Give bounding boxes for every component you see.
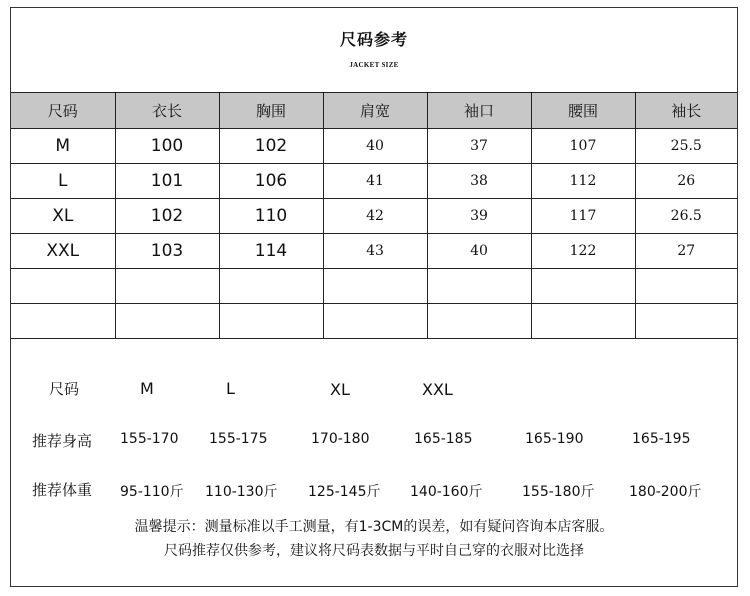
empty-cell xyxy=(219,304,323,339)
rec-size-label: 尺码 xyxy=(49,380,80,398)
header-cell: 袖长 xyxy=(635,93,737,129)
table-cell: 101 xyxy=(115,164,219,199)
rec-height-label: 推荐身高 xyxy=(32,432,93,450)
empty-cell xyxy=(323,304,427,339)
rec-weight: 180-200斤 xyxy=(629,484,702,500)
note-line: 温馨提示：测量标准以手工测量，有1-3CM的误差，如有疑问咨询本店客服。 xyxy=(134,519,614,535)
empty-cell xyxy=(219,269,323,304)
empty-cell xyxy=(635,269,737,304)
table-cell: 117 xyxy=(531,199,635,234)
table-cell: 41 xyxy=(323,164,427,199)
table-cell: 100 xyxy=(115,129,219,164)
empty-cell xyxy=(323,269,427,304)
table-cell: 38 xyxy=(427,164,531,199)
table-row xyxy=(11,129,737,164)
rec-height: 165-190 xyxy=(525,431,584,447)
table-cell: 103 xyxy=(115,234,219,269)
table-cell: 102 xyxy=(219,129,323,164)
rec-height: 155-170 xyxy=(120,431,179,447)
table-cell: 26 xyxy=(635,164,737,199)
note-line: 尺码推荐仅供参考，建议将尺码表数据与平时自己穿的衣服对比选择 xyxy=(164,543,584,559)
header-cell: 胸围 xyxy=(219,93,323,129)
rec-weight: 125-145斤 xyxy=(308,484,381,500)
table-cell: 25.5 xyxy=(635,129,737,164)
table-cell: 40 xyxy=(427,234,531,269)
rec-height: 155-175 xyxy=(209,431,268,447)
table-cell: XL xyxy=(11,199,115,234)
header-cell: 腰围 xyxy=(531,93,635,129)
rec-weight: 140-160斤 xyxy=(410,484,483,500)
size-table xyxy=(11,92,737,339)
table-cell: 110 xyxy=(219,199,323,234)
rec-weight: 155-180斤 xyxy=(522,484,595,500)
empty-cell xyxy=(635,304,737,339)
rec-weight: 95-110斤 xyxy=(120,484,184,500)
table-cell: 107 xyxy=(531,129,635,164)
header-cell: 尺码 xyxy=(11,93,115,129)
rec-height: 165-185 xyxy=(414,431,473,447)
empty-cell xyxy=(427,269,531,304)
table-cell: 122 xyxy=(531,234,635,269)
header-cell: 袖口 xyxy=(427,93,531,129)
table-cell: 114 xyxy=(219,234,323,269)
header-cell: 肩宽 xyxy=(323,93,427,129)
empty-cell xyxy=(115,269,219,304)
rec-size: L xyxy=(226,379,235,398)
table-cell: 40 xyxy=(323,129,427,164)
table-cell: 112 xyxy=(531,164,635,199)
table-cell: 42 xyxy=(323,199,427,234)
empty-cell xyxy=(427,304,531,339)
table-row xyxy=(11,199,737,234)
rec-weight: 110-130斤 xyxy=(205,484,278,500)
rec-size: M xyxy=(140,379,154,398)
rec-size: XXL xyxy=(422,380,453,399)
table-cell: XXL xyxy=(11,234,115,269)
table-cell: 26.5 xyxy=(635,199,737,234)
table-cell: 43 xyxy=(323,234,427,269)
size-chart-card xyxy=(10,7,738,587)
rec-height: 165-195 xyxy=(632,431,691,447)
table-row xyxy=(11,234,737,269)
rec-size: XL xyxy=(330,380,350,399)
empty-cell xyxy=(11,269,115,304)
notes xyxy=(11,515,737,563)
table-cell: 37 xyxy=(427,129,531,164)
table-row xyxy=(11,164,737,199)
empty-cell xyxy=(531,269,635,304)
table-cell: 27 xyxy=(635,234,737,269)
empty-cell xyxy=(531,304,635,339)
table-cell: 39 xyxy=(427,199,531,234)
table-cell: M xyxy=(11,129,115,164)
table-cell: 102 xyxy=(115,199,219,234)
chart-subtitle: JACKET SIZE xyxy=(349,61,399,69)
chart-title: 尺码参考 xyxy=(339,30,408,49)
rec-height: 170-180 xyxy=(311,431,370,447)
table-cell: 106 xyxy=(219,164,323,199)
empty-table-row xyxy=(11,269,737,304)
empty-table-row xyxy=(11,304,737,339)
empty-cell xyxy=(11,304,115,339)
header-cell: 衣长 xyxy=(115,93,219,129)
empty-cell xyxy=(115,304,219,339)
table-header-row xyxy=(11,93,737,129)
table-cell: L xyxy=(11,164,115,199)
rec-weight-label: 推荐体重 xyxy=(32,481,93,499)
